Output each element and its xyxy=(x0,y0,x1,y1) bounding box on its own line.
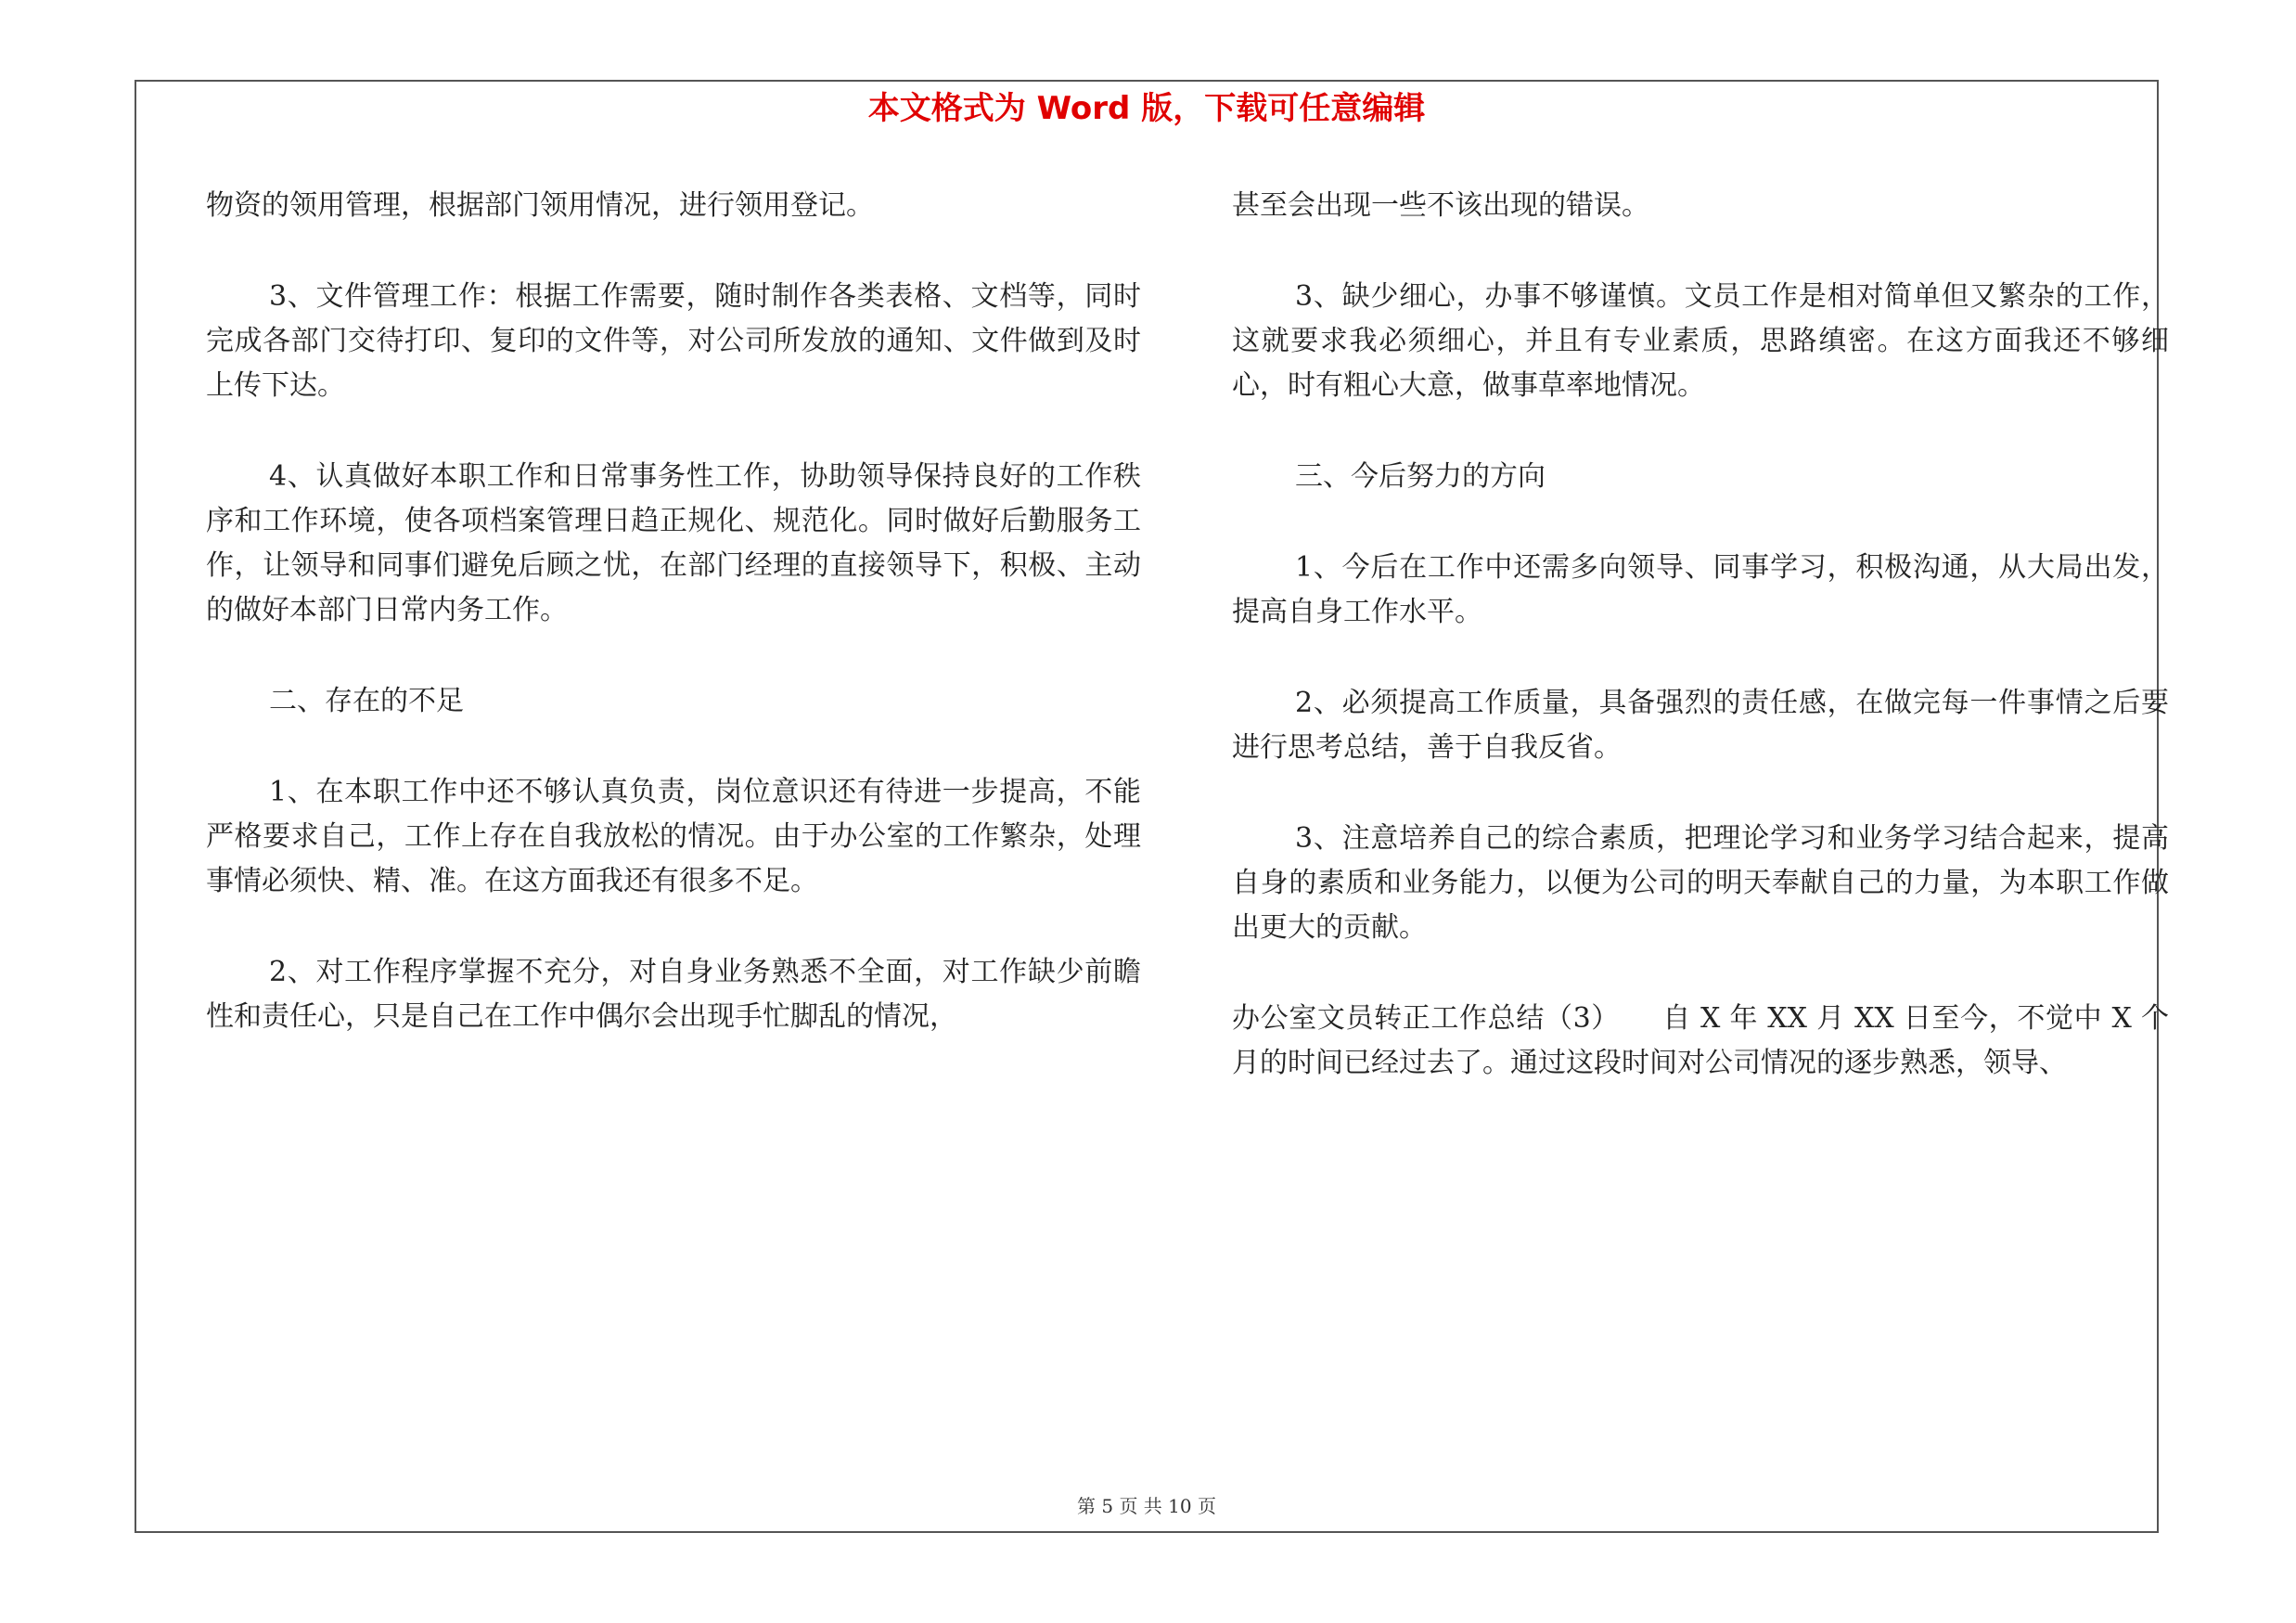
section-heading-future-direction: 三、今后努力的方向 xyxy=(1295,460,1546,493)
paragraph-right-2: 3、缺少细心，办事不够谨慎。文员工作是相对简单但又繁杂的工作，这就要求我必须细心，并且有专业素质，思路缜密。在这方面我还不够细心，时有粗心大意，做事草率地情况。 xyxy=(1232,280,2169,402)
paragraph-left-2: 3、文件管理工作：根据工作需要，随时制作各类表格、文档等，同时完成各部门交待打印、复印的文件等，对公司所发放的通知、文件做到及时上传下达。 xyxy=(206,280,1141,402)
right-column xyxy=(1232,184,2169,1132)
paragraph-left-6: 2、对工作程序掌握不充分，对自身业务熟悉不全面，对工作缺少前瞻性和责任心，只是自己在工作中偶尔会出现手忙脚乱的情况， xyxy=(206,956,1141,1033)
page-number-footer: 第 5 页 共 10 页 xyxy=(1077,1495,1216,1517)
paragraph-right-4: 1、今后在工作中还需多向领导、同事学习，积极沟通，从大局出发，提高自身工作水平。 xyxy=(1232,551,2169,628)
format-banner: 本文格式为 Word 版，下载可任意编辑 xyxy=(867,90,1426,127)
paragraph-left-3: 4、认真做好本职工作和日常事务性工作，协助领导保持良好的工作秩序和工作环境，使各项档案管理日趋正规化、规范化。同时做好后勤服务工作，让领导和同事们避免后顾之忧，在部门经理的直接领导下，积极、主动的做好本部门日常内务工作。 xyxy=(206,460,1141,626)
paragraph-left-5: 1、在本职工作中还不够认真负责，岗位意识还有待进一步提高，不能严格要求自己，工作上存在自我放松的情况。由于办公室的工作繁杂，处理事情必须快、精、准。在这方面我还有很多不足。 xyxy=(206,776,1141,897)
paragraph-right-5: 2、必须提高工作质量，具备强烈的责任感，在做完每一件事情之后要进行思考总结，善于自我反省。 xyxy=(1232,687,2169,764)
section-heading-shortcomings: 二、存在的不足 xyxy=(269,685,464,717)
paragraph-right-7: 办公室文员转正工作总结（3） 自 X 年 XX 月 XX 日至今，不觉中 X 个月的时间已经过去了。通过这段时间对公司情况的逐步熟悉，领导、 xyxy=(1232,1002,2169,1079)
left-column xyxy=(206,184,1141,1086)
paragraph-right-1: 甚至会出现一些不该出现的错误。 xyxy=(1232,189,1649,222)
paragraph-right-6: 3、注意培养自己的综合素质，把理论学习和业务学习结合起来，提高自身的素质和业务能力，以便为公司的明天奉献自己的力量，为本职工作做出更大的贡献。 xyxy=(1232,822,2169,944)
paragraph-left-1: 物资的领用管理，根据部门领用情况，进行领用登记。 xyxy=(206,189,874,222)
